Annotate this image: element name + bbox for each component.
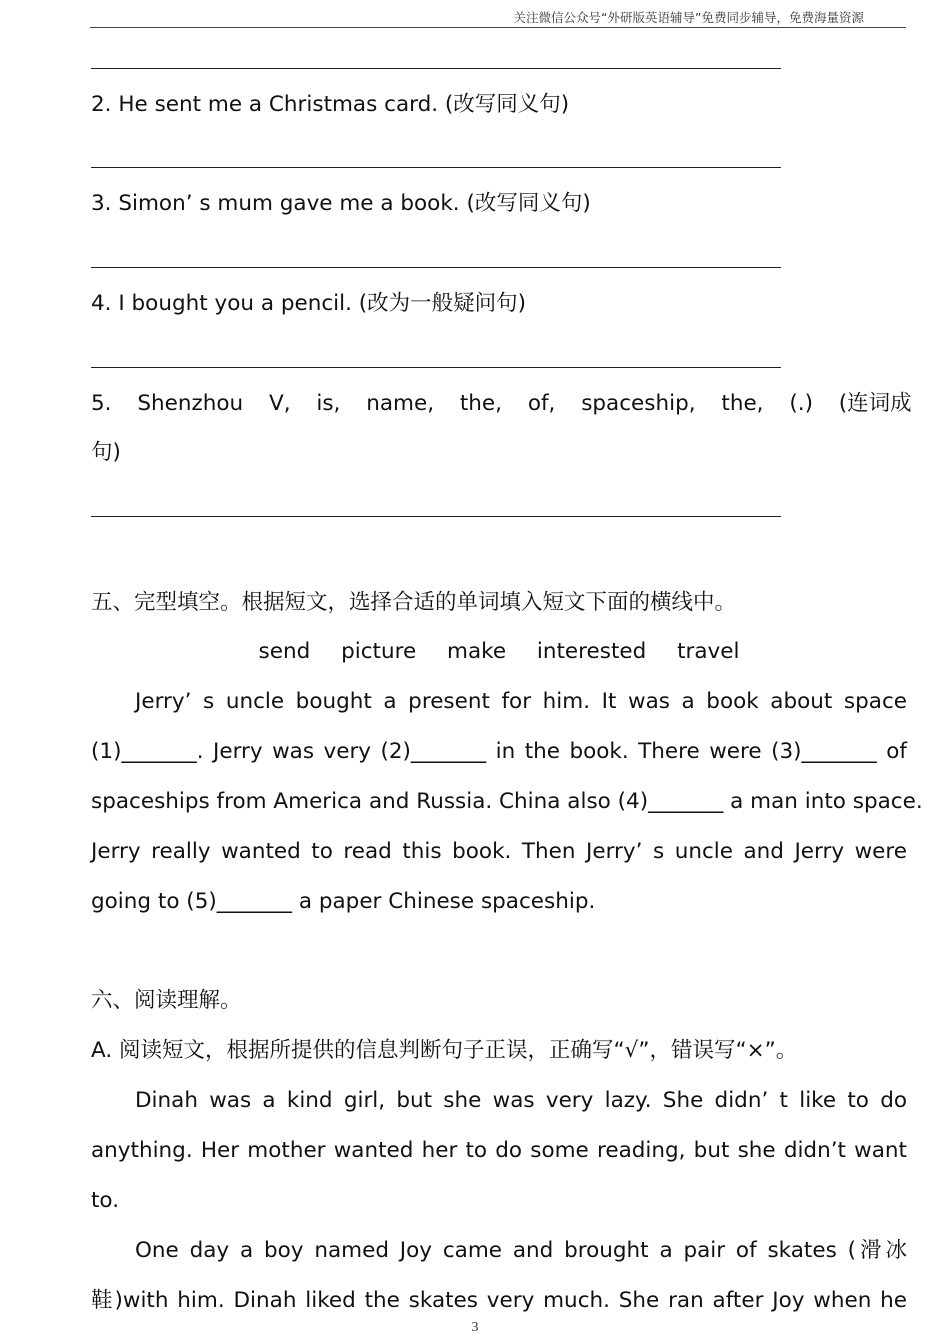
cloze-passage-line: Jerry’ s uncle bought a present for him. It was a book about space <box>135 689 907 714</box>
reading-passage-line: to. <box>91 1188 120 1213</box>
reading-passage-line: anything. Her mother wanted her to do some reading, but she didn’t want <box>91 1138 907 1163</box>
word-bank <box>91 637 907 667</box>
word-bank-item: picture <box>341 639 417 664</box>
section-6-title: 六、阅读理解。 <box>91 988 242 1013</box>
answer-line <box>91 68 781 69</box>
question-item-4: 4. I bought you a pencil. (改为一般疑问句) <box>91 291 527 316</box>
question-item-5-continued: 句) <box>91 440 121 465</box>
answer-line <box>91 367 781 368</box>
cloze-passage-line: Jerry really wanted to read this book. Then Jerry’ s uncle and Jerry were <box>91 839 907 864</box>
cloze-passage-line: going to (5)_______ a paper Chinese spaceship. <box>91 889 596 914</box>
word-bank-item: send <box>258 639 311 664</box>
cloze-passage-line: spaceships from America and Russia. China also (4)_______ a man into space. <box>91 789 923 814</box>
cloze-passage-line: (1)_______. Jerry was very (2)_______ in the book. There were (3)_______ of <box>91 739 907 764</box>
reading-passage-line: Dinah was a kind girl, but she was very lazy. She didn’ t like to do <box>135 1088 907 1113</box>
question-item-3: 3. Simon’ s mum gave me a book. (改写同义句) <box>91 191 591 216</box>
reading-passage-line: 鞋)with him. Dinah liked the skates very much. She ran after Joy when he <box>91 1288 907 1313</box>
answer-line <box>91 516 781 517</box>
answer-line <box>91 167 781 168</box>
question-item-2: 2. He sent me a Christmas card. (改写同义句) <box>91 92 570 117</box>
page-number: 3 <box>471 1320 479 1335</box>
word-bank-item: travel <box>677 639 740 664</box>
word-bank-item: interested <box>536 639 647 664</box>
reading-passage-line: One day a boy named Joy came and brought a pair of skates (滑冰 <box>135 1238 907 1263</box>
section-5-title: 五、完型填空。根据短文，选择合适的单词填入短文下面的横线中。 <box>91 590 737 615</box>
header-divider <box>90 27 906 28</box>
answer-line <box>91 267 781 268</box>
part-a-instruction: A. 阅读短文，根据所提供的信息判断句子正误，正确写“√”，错误写“×”。 <box>91 1038 798 1063</box>
page-header: 关注微信公众号“外研版英语辅导”免费同步辅导，免费海量资源 <box>513 10 864 25</box>
question-item-5: 5. Shenzhou V, is, name, the, of, spaceship, the, (.) (连词成 <box>91 391 912 416</box>
word-bank-item: make <box>447 639 507 664</box>
